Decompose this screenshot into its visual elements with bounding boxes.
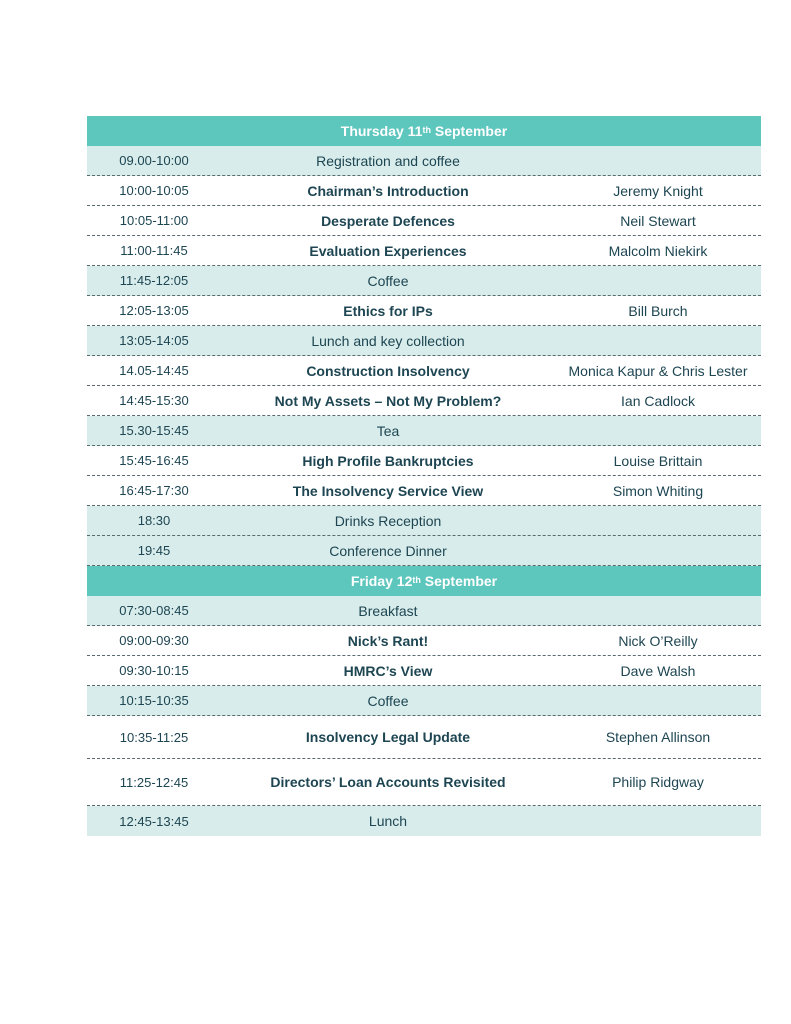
session-title: Evaluation Experiences [309,242,467,259]
schedule-table [87,116,761,836]
session-speaker: Monica Kapur & Chris Lester [568,362,748,379]
session-title: Chairman’s Introduction [307,182,469,199]
session-time: 14.05-14:45 [119,363,189,378]
session-time: 10:15-10:35 [119,693,189,708]
session-time: 10:05-11:00 [119,213,189,228]
session-title: Drinks Reception [334,512,442,529]
table-row [87,596,761,626]
session-time: 19:45 [137,543,171,558]
table-row [87,296,761,326]
table-row [87,686,761,716]
session-time: 10:35-11:25 [119,729,189,745]
table-row [87,446,761,476]
session-title: HMRC’s View [343,662,433,679]
table-row [87,326,761,356]
day-header: Thursday 11 $^{th}$ September [87,116,761,146]
session-speaker: Louise Brittain [613,452,703,469]
session-title: Tea [376,422,400,439]
session-title: Breakfast [358,602,418,619]
table-row [87,476,761,506]
table-row [87,759,761,806]
day-header-label: Thursday 11 [340,123,423,139]
session-time: 09:30-10:15 [119,663,189,678]
session-title: High Profile Bankruptcies [302,452,474,469]
session-speaker: Dave Walsh [620,662,696,679]
table-row [87,206,761,236]
session-time: 12:05-13:05 [119,303,189,318]
session-time: 13:05-14:05 [119,333,189,348]
table-row [87,656,761,686]
session-title: Insolvency Legal Update [305,729,471,745]
table-row [87,176,761,206]
session-title: Desperate Defences [321,212,455,229]
session-time: 11:00-11:45 [120,243,188,258]
table-row [87,806,761,836]
session-speaker: Simon Whiting [612,482,704,499]
session-title: Lunch [368,813,408,829]
table-row [87,146,761,176]
session-title: Lunch and key collection [311,332,465,349]
session-title: Construction Insolvency [306,362,470,379]
session-time: 10:00-10:05 [119,183,189,198]
session-time: 14:45-15:30 [119,393,189,408]
table-row [87,236,761,266]
day-header-month: September [420,573,498,589]
session-speaker: Nick O’Reilly [618,632,698,649]
day-header-label: Friday 12 [350,573,413,589]
day-header-month: September [430,123,508,139]
session-speaker: Malcolm Niekirk [608,242,708,259]
session-title: Coffee [367,272,409,289]
session-title: Registration and coffee [316,152,460,169]
session-speaker: Stephen Allinson [605,729,711,745]
session-speaker: Ian Cadlock [621,392,695,409]
table-row [87,266,761,296]
table-row [87,716,761,759]
session-title: Coffee [367,692,409,709]
session-time: 12:45-13:45 [119,813,189,829]
session-title: The Insolvency Service View [292,482,484,499]
session-title: Conference Dinner [329,542,447,559]
session-speaker: Jeremy Knight [613,182,703,199]
table-row [87,626,761,656]
session-title: Directors’ Loan Accounts Revisited [270,774,506,790]
session-speaker: Neil Stewart [620,212,696,229]
session-time: 11:25-12:45 [119,774,189,790]
session-time: 09:00-09:30 [119,633,189,648]
table-row [87,506,761,536]
table-row [87,356,761,386]
session-time: 18:30 [137,513,171,528]
session-speaker: Bill Burch [628,302,688,319]
session-title: Nick’s Rant! [347,632,429,649]
session-time: 16:45-17:30 [119,483,189,498]
session-time: 09.00-10:00 [119,153,189,168]
session-time: 07:30-08:45 [119,603,189,618]
table-row [87,536,761,566]
table-row [87,386,761,416]
day-header: Friday 12 $^{th}$ September [87,566,761,596]
session-speaker: Philip Ridgway [612,774,704,790]
session-title: Ethics for IPs [343,302,433,319]
table-row [87,416,761,446]
session-title: Not My Assets – Not My Problem? [274,392,502,409]
session-time: 11:45-12:05 [119,273,189,288]
session-time: 15:45-16:45 [119,453,189,468]
session-time: 15.30-15:45 [119,423,189,438]
